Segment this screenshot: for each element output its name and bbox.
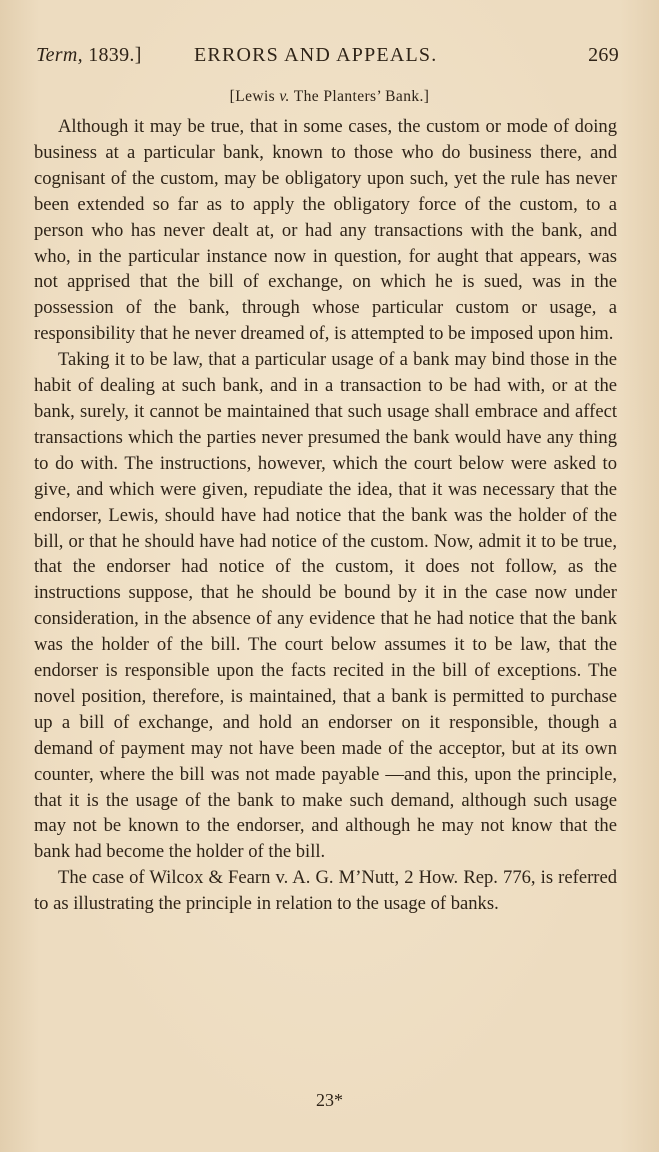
term-label (36, 44, 142, 67)
page-number: 269 (588, 44, 619, 66)
term-year: 1839.] (88, 44, 142, 66)
case-caption-rest: The Planters’ Bank.] (289, 88, 430, 105)
case-caption-versus: v. (279, 88, 290, 105)
paragraph-1: Although it may be true, that in some cases, the custom or mode of doing business at a particular bank, known to those who do business there, and cognisant of the custom, may be obligatory upon such, yet the rule has never been extended so far as to apply the obligatory force of the custom, to a person who has never dealt at, or had any transactions with the bank, and who, in the particular instance now in question, for aught that appears, was not apprised that the bill of exchange, on which he is sued, was in the possession of the bank, through whose particular custom or usage, a responsibility that he never dreamed of, is attempted to be imposed upon him. (34, 116, 617, 345)
term-italic: Term, (36, 44, 83, 66)
paragraph-2: Taking it to be law, that a particular usage of a bank may bind those in the habit of dealing at such bank, and in a transaction to be had with, or at the bank, surely, it cannot be maintained that such usage shall embrace and affect transactions which the parties never presumed the bank would have any thing to do with. The instructions, however, which the court below were asked to give, and which were given, repudiate the idea, that it was necessary that the endorser, Lewis, should have had notice that the bank was the holder of the bill, or that he should have had notice of the custom. Now, admit it to be true, that the endorser had notice of the custom, it does not follow, as the instructions suppose, that he should be bound by it in the case now under consideration, in the absence of any evidence that he had notice that the bank was the holder of the bill. The court below assumes it to be law, that the endorser is responsible upon the facts recited in the bill of exceptions. The novel position, therefore, is maintained, that a bank is permitted to purchase up a bill of exchange, and hold an endorser on it responsible, though a demand of payment may not have been made of the acceptor, but at its own counter, where the bill was not made payable —and this, upon the principle, that it is the usage of the bank to make such demand, although such usage may not be known to the endorser, and although he may not know that the bank had become the holder of the bill. (34, 349, 617, 863)
paragraph-3: The case of Wilcox & Fearn v. A. G. M’Nutt, 2 How. Rep. 776, is referred to as illustrating the principle in relation to the usage of banks. (34, 867, 617, 915)
running-head (36, 44, 619, 74)
opinion-body (34, 114, 617, 917)
case-caption-open: [Lewis (229, 88, 280, 105)
case-caption (0, 88, 659, 106)
running-title: ERRORS AND APPEALS. (194, 44, 438, 66)
signature-mark: 23* (316, 1090, 343, 1110)
